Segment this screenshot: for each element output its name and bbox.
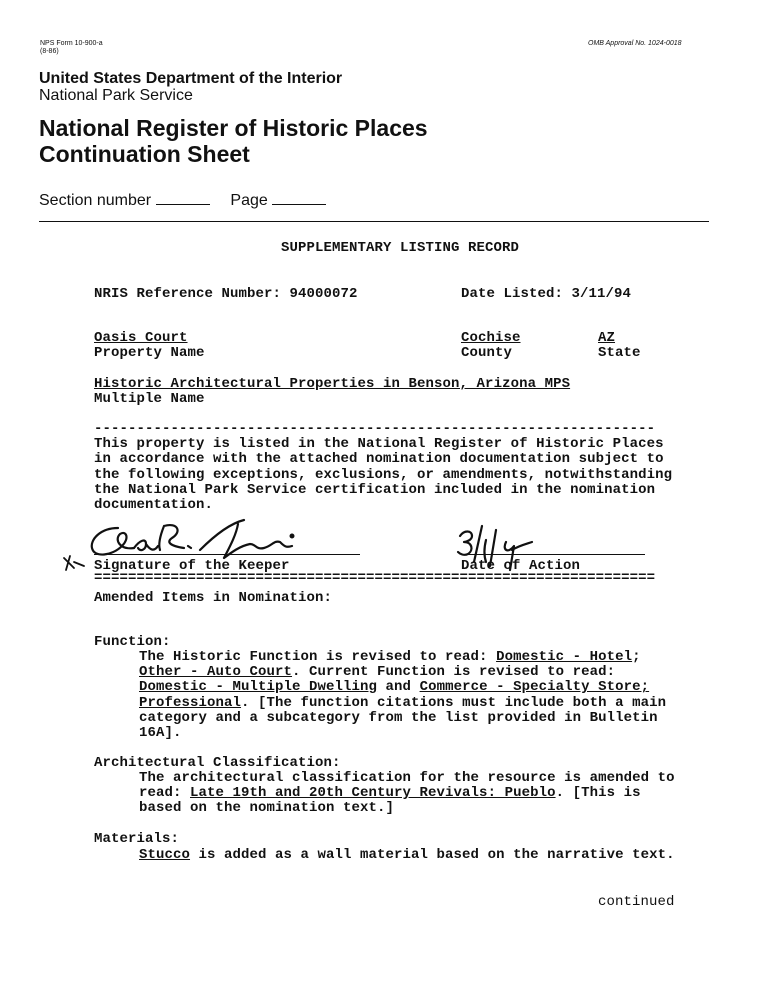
multiple-name-label: Multiple Name	[94, 391, 205, 408]
materials-heading: Materials:	[94, 831, 180, 847]
current-function-2: Commerce - Specialty Store;	[419, 679, 650, 696]
title-line-2: Continuation Sheet	[39, 141, 250, 167]
section-number-label: Section number	[39, 192, 152, 209]
property-name-block	[94, 331, 205, 361]
function-heading: Function:	[94, 634, 171, 650]
statement-line: in accordance with the attached nomination documentation subject to	[94, 451, 664, 468]
state-label: State	[598, 345, 641, 362]
signature-line	[94, 554, 360, 555]
architecture-style: Late 19th and 20th Century Revivals: Pueblo	[190, 785, 556, 802]
nris-number: 94000072	[289, 286, 358, 302]
dash-divider: ------------------------------------------------------------------	[94, 421, 656, 437]
page-label: Page	[230, 192, 268, 209]
date-listed-label: Date Listed:	[461, 286, 564, 302]
current-function-3: Professional	[139, 694, 242, 711]
function-line: The Historic Function is revised to read: Domestic - Hotel;	[139, 649, 641, 665]
architecture-line: read: Late 19th and 20th Century Revivals: Pueblo. [This is	[139, 785, 641, 802]
service-name: National Park Service	[39, 87, 193, 104]
record-heading: SUPPLEMENTARY LISTING RECORD	[281, 240, 520, 256]
state-block	[598, 331, 641, 361]
form-number: NPS Form 10-900-a	[40, 40, 103, 47]
architecture-text	[139, 771, 675, 817]
property-name-value: Oasis Court	[94, 330, 188, 346]
title-line-1: National Register of Historic Places	[39, 115, 428, 141]
continued-label: continued	[598, 894, 675, 910]
omb-approval: OMB Approval No. 1024-0018	[588, 40, 682, 47]
page-title	[39, 115, 428, 167]
property-name-label: Property Name	[94, 345, 205, 362]
signature-label: Signature of the Keeper	[94, 558, 290, 574]
equals-divider: ==================================================================	[94, 570, 656, 586]
county-label: County	[461, 345, 513, 362]
historic-function-1: Domestic - Hotel	[496, 649, 633, 665]
architecture-line: The architectural classification for the resource is amended to	[139, 770, 675, 786]
county-block	[461, 331, 521, 361]
date-listed	[461, 286, 631, 302]
amended-heading: Amended Items in Nomination:	[94, 590, 333, 606]
form-date: (8-86)	[40, 48, 59, 55]
form-id	[40, 40, 103, 56]
statement-line: This property is listed in the National Register of Historic Places	[94, 436, 664, 453]
department-name: United States Department of the Interior	[39, 70, 343, 87]
multiple-name-block	[94, 377, 570, 407]
section-page-row	[39, 192, 326, 210]
statement-line: the National Park Service certification included in the nomination	[94, 481, 656, 498]
section-number-field	[156, 192, 210, 205]
date-listed-value: 3/11/94	[571, 286, 632, 302]
materials-text: Stucco is added as a wall material based on the narrative text.	[139, 847, 675, 863]
function-text	[139, 650, 666, 741]
material-stucco: Stucco	[139, 847, 191, 863]
current-function-1: Domestic - Multiple Dwelling	[139, 679, 378, 696]
architecture-line: based on the nomination text.]	[139, 800, 395, 817]
date-of-action-label: Date of Action	[461, 558, 581, 574]
function-line: category and a subcategory from the list provided in Bulletin	[139, 709, 658, 726]
statement-line: documentation.	[94, 497, 214, 514]
statement-block	[94, 422, 672, 513]
architecture-heading: Architectural Classification:	[94, 755, 341, 771]
historic-function-2: Other - Auto Court	[139, 664, 293, 681]
multiple-name-value: Historic Architectural Properties in Benson, Arizona MPS	[94, 376, 571, 392]
state-value: AZ	[598, 330, 616, 346]
statement-line: the following exceptions, exclusions, or amendments, notwithstanding	[94, 466, 673, 483]
function-line: Other - Auto Court. Current Function is revised to read:	[139, 664, 616, 681]
nris-reference	[94, 286, 358, 302]
date-of-action-line	[461, 554, 645, 555]
function-line: 16A].	[139, 725, 182, 742]
function-line: Professional. [The function citations must include both a main	[139, 694, 667, 711]
header-divider	[39, 221, 709, 222]
function-line: Domestic - Multiple Dwelling and Commerce - Specialty Store;	[139, 679, 650, 696]
nris-label: NRIS Reference Number:	[94, 286, 282, 302]
county-value: Cochise	[461, 330, 521, 346]
page-field	[272, 192, 326, 205]
